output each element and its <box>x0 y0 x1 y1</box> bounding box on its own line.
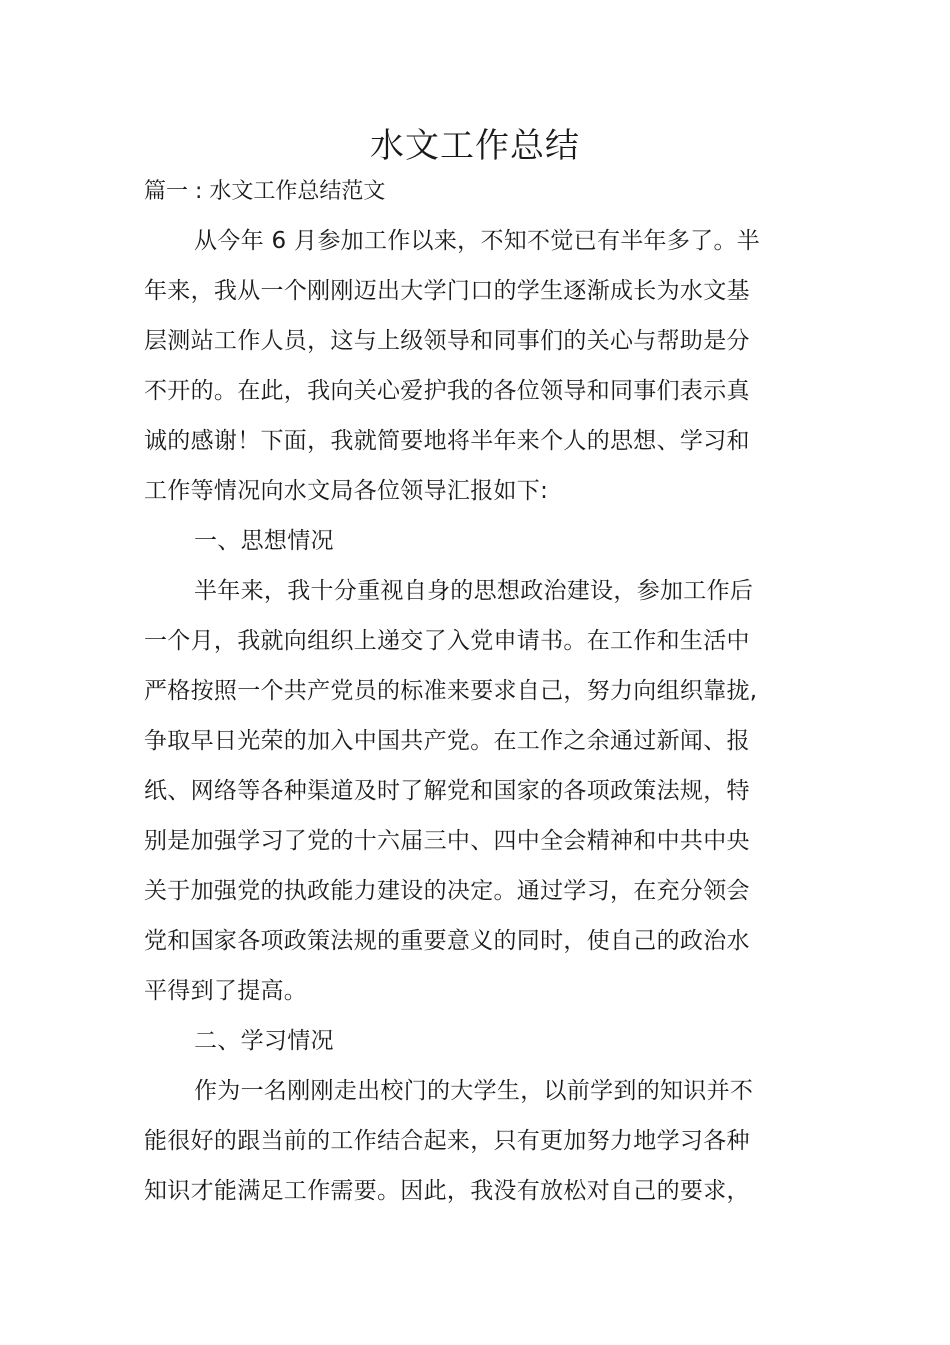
text-line: 纸、网络等各种渠道及时了解党和国家的各项政策法规，特 <box>144 778 750 804</box>
text-line: 年来，我从一个刚刚迈出大学门口的学生逐渐成长为水文基 <box>144 278 750 304</box>
text-line: 层测站工作人员，这与上级领导和同事们的关心与帮助是分 <box>144 328 750 354</box>
text-line: 知识才能满足工作需要。因此，我没有放松对自己的要求， <box>144 1178 750 1204</box>
text-line: 党和国家各项政策法规的重要意义的同时，使自己的政治水 <box>144 928 750 954</box>
text-line: 从今年 6 月参加工作以来，不知不觉已有半年多了。半 <box>194 228 761 254</box>
text-line: 诚的感谢！下面，我就简要地将半年来个人的思想、学习和 <box>144 428 750 454</box>
text-line: 平得到了提高。 <box>144 978 308 1004</box>
text-line: 别是加强学习了党的十六届三中、四中全会精神和中共中央 <box>144 828 750 854</box>
text-line: 不开的。在此，我向关心爱护我的各位领导和同事们表示真 <box>144 378 750 404</box>
text-line: 半年来，我十分重视自身的思想政治建设，参加工作后 <box>194 578 754 604</box>
document-body <box>144 216 764 1216</box>
text-line: 一、思想情况 <box>194 528 334 554</box>
text-line: 工作等情况向水文局各位领导汇报如下: <box>144 478 549 504</box>
text-line: 能很好的跟当前的工作结合起来，只有更加努力地学习各种 <box>144 1128 750 1154</box>
text-line: 二、学习情况 <box>194 1028 334 1054</box>
document-subtitle: 篇一 : 水文工作总结范文 <box>144 179 386 204</box>
text-line: 严格按照一个共产党员的标准来要求自己，努力向组织靠拢, <box>144 678 758 704</box>
text-line: 关于加强党的执政能力建设的决定。通过学习，在充分领会 <box>144 878 750 904</box>
text-line: 一个月，我就向组织上递交了入党申请书。在工作和生活中 <box>144 628 750 654</box>
text-line: 争取早日光荣的加入中国共产党。在工作之余通过新闻、报 <box>144 728 750 754</box>
document-title: 水文工作总结 <box>370 126 580 166</box>
text-line: 作为一名刚刚走出校门的大学生，以前学到的知识并不 <box>194 1078 754 1104</box>
